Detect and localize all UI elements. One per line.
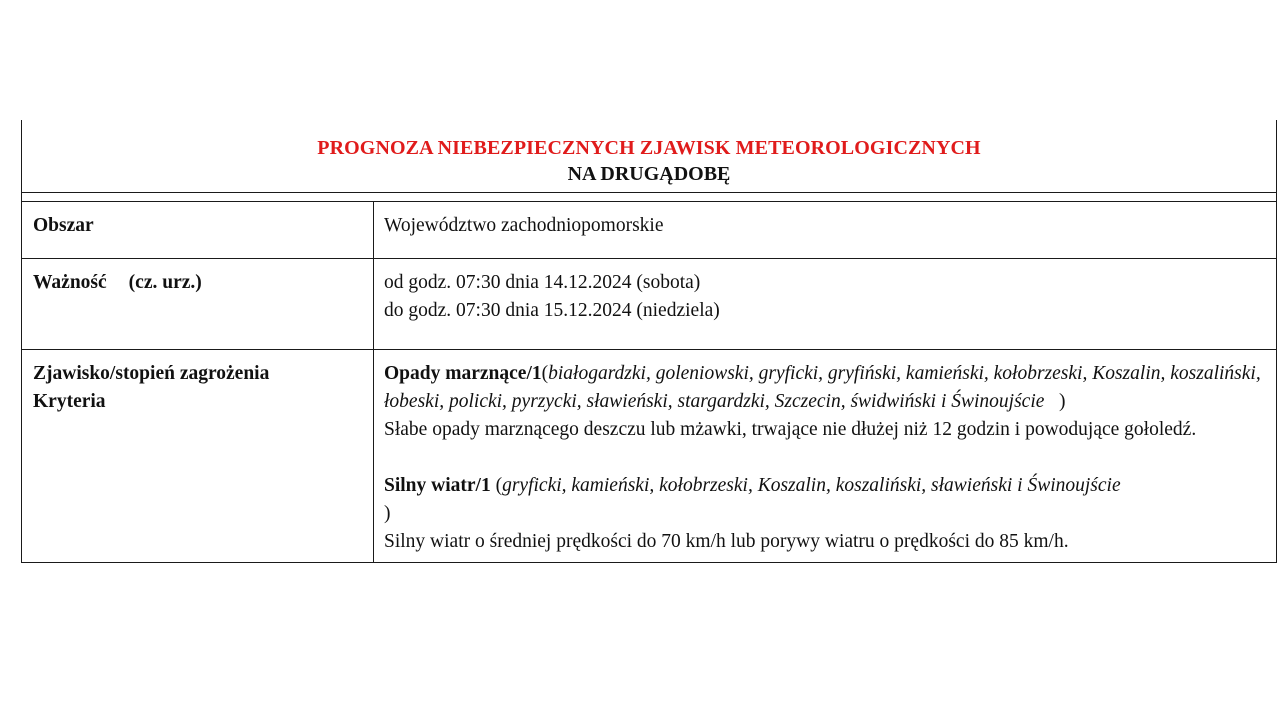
hazard-open-paren: (: [495, 474, 503, 496]
row-waznosc: [22, 258, 1277, 349]
hazard-close-paren: ): [384, 502, 391, 524]
obszar-label: Obszar: [22, 201, 374, 258]
header-cell: [22, 120, 1277, 192]
waznosc-value: [374, 258, 1277, 349]
document-title: PROGNOZA NIEBEZPIECZNYCH ZJAWISK METEOROLOGICZNYCH: [317, 137, 981, 159]
obszar-value: Województwo zachodniopomorskie: [374, 201, 1277, 258]
waznosc-label-main: Ważność: [33, 271, 107, 293]
hazard-open-paren: (: [541, 362, 549, 384]
document-subtitle: NA DRUGĄDOBĘ: [567, 163, 731, 185]
hazard-strong-wind: [384, 472, 1266, 556]
waznosc-label: [22, 258, 374, 349]
validity-from: od godz. 07:30 dnia 14.12.2024 (sobota): [384, 271, 701, 293]
waznosc-label-sub: (cz. urz.): [128, 271, 202, 293]
zjawisko-label-line2: Kryteria: [33, 390, 106, 412]
validity-to: do godz. 07:30 dnia 15.12.2024 (niedziela): [384, 299, 720, 321]
row-obszar: [22, 201, 1277, 258]
hazard-counties: gryficki, kamieński, kołobrzeski, Koszalin, koszaliński, sławieński i Świnoujście: [502, 474, 1121, 496]
spacer-row: [22, 192, 1277, 201]
warning-table: [21, 120, 1277, 563]
hazard-name: Opady marznące/1: [384, 362, 542, 384]
hazard-freezing-rain: [384, 360, 1266, 444]
hazard-counties: białogardzki, goleniowski, gryficki, gryfiński, kamieński, kołobrzeski, Koszalin, koszaliński, łobeski, policki, pyrzycki, sławieński, stargardzki, Szczecin, świdwiński i Świnoujście: [384, 362, 1261, 412]
header-row: [22, 120, 1277, 192]
hazard-description: Słabe opady marznącego deszczu lub mżawki, trwające nie dłużej niż 12 godzin i powodujące gołoledź.: [384, 418, 1197, 440]
zjawisko-label-line1: Zjawisko/stopień zagrożenia: [33, 362, 270, 384]
hazard-description: Silny wiatr o średniej prędkości do 70 km/h lub porywy wiatru o prędkości do 85 km/h.: [384, 530, 1069, 552]
zjawisko-value: [374, 349, 1277, 562]
row-zjawisko: [22, 349, 1277, 562]
hazard-close-paren: ): [1059, 390, 1066, 412]
hazard-name: Silny wiatr/1: [384, 474, 491, 496]
zjawisko-label: [22, 349, 374, 562]
